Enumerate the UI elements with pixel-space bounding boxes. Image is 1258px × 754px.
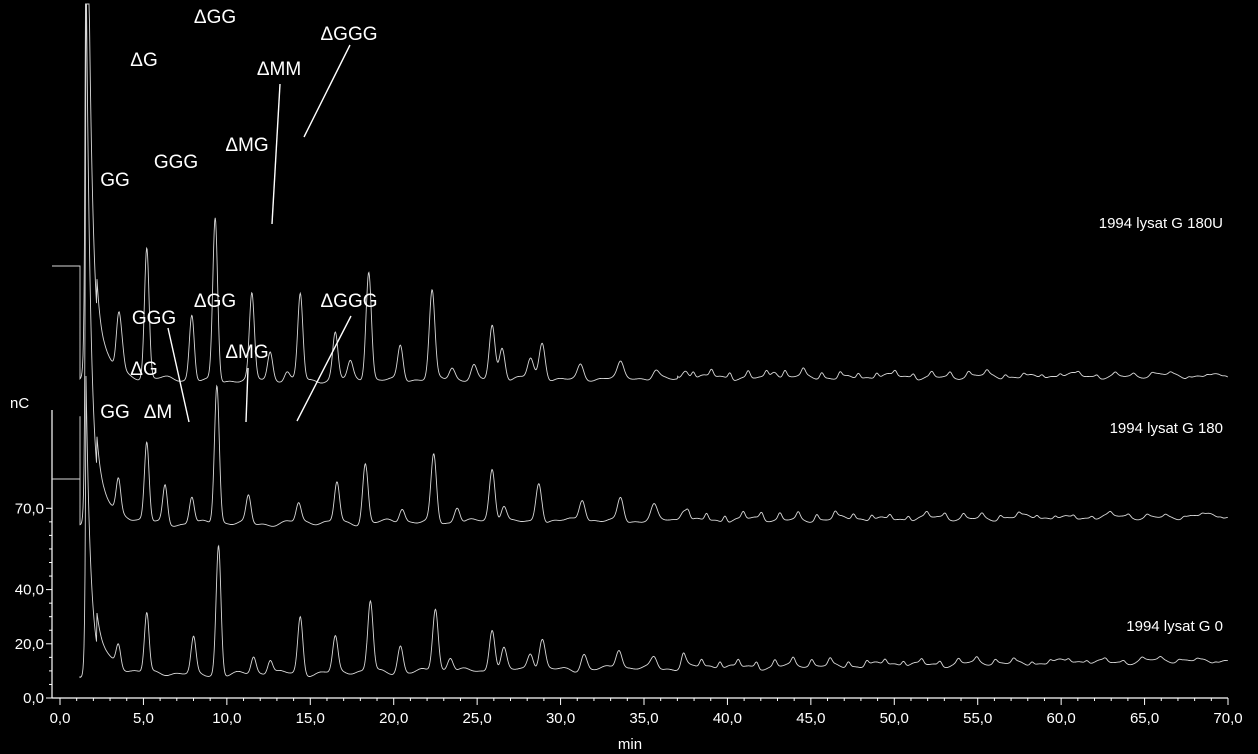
- x-tick-label: 0,0: [49, 710, 71, 727]
- x-tick-label: 65,0: [1129, 710, 1160, 727]
- peak-label: GG: [100, 170, 130, 191]
- peak-label: ΔMG: [225, 342, 269, 363]
- chromatogram-trace: [52, 4, 1228, 526]
- peak-leader-line: [304, 45, 350, 137]
- trace-group: [52, 4, 1228, 677]
- x-axis-label: min: [617, 736, 643, 753]
- trace-label: 1994 lysat G 0: [1126, 618, 1223, 635]
- x-tick-label: 35,0: [629, 710, 659, 727]
- peak-label: ΔGGG: [320, 291, 378, 312]
- peak-label: ΔGGG: [320, 24, 378, 45]
- peak-label: ΔG: [130, 359, 158, 380]
- x-tick-label: 60,0: [1046, 710, 1076, 727]
- peak-label: GGG: [131, 308, 177, 329]
- chromatogram-trace: [52, 4, 1228, 383]
- x-tick-label: 20,0: [379, 710, 409, 727]
- peak-label: ΔGG: [193, 291, 237, 312]
- x-tick-label: 45,0: [796, 710, 826, 727]
- x-tick-label: 10,0: [212, 710, 242, 727]
- chromatogram-trace: [80, 376, 1228, 677]
- annotation-group: [100, 7, 377, 423]
- tick-group: [15, 500, 1243, 727]
- y-tick-label: 20,0: [14, 635, 44, 653]
- x-tick-label: 55,0: [963, 710, 993, 727]
- x-tick-label: 70,0: [1213, 710, 1243, 727]
- trace-label: 1994 lysat G 180: [1109, 420, 1223, 437]
- peak-label: ΔMM: [256, 59, 302, 80]
- x-tick-label: 5,0: [132, 710, 154, 727]
- x-tick-label: 50,0: [879, 710, 909, 727]
- peak-label: ΔGG: [193, 7, 237, 28]
- peak-label: GG: [100, 402, 130, 423]
- x-tick-label: 15,0: [295, 710, 325, 727]
- y-axis-label: nC: [10, 395, 30, 412]
- peak-leader-line: [272, 84, 280, 224]
- trace-label: 1994 lysat G 180U: [1098, 215, 1223, 232]
- peak-label: ΔG: [130, 50, 158, 71]
- peak-label: ΔM: [143, 402, 173, 423]
- y-tick-label: 70,0: [14, 500, 44, 518]
- peak-leader-line: [246, 368, 248, 422]
- x-tick-label: 30,0: [545, 710, 576, 727]
- peak-label: GGG: [153, 152, 199, 173]
- x-tick-label: 25,0: [462, 710, 492, 727]
- chart-axes: [10, 395, 1228, 753]
- y-tick-label: 0,0: [23, 690, 44, 707]
- x-tick-label: 40,0: [712, 710, 743, 727]
- y-tick-label: 40,0: [14, 581, 44, 599]
- peak-label: ΔMG: [225, 135, 269, 156]
